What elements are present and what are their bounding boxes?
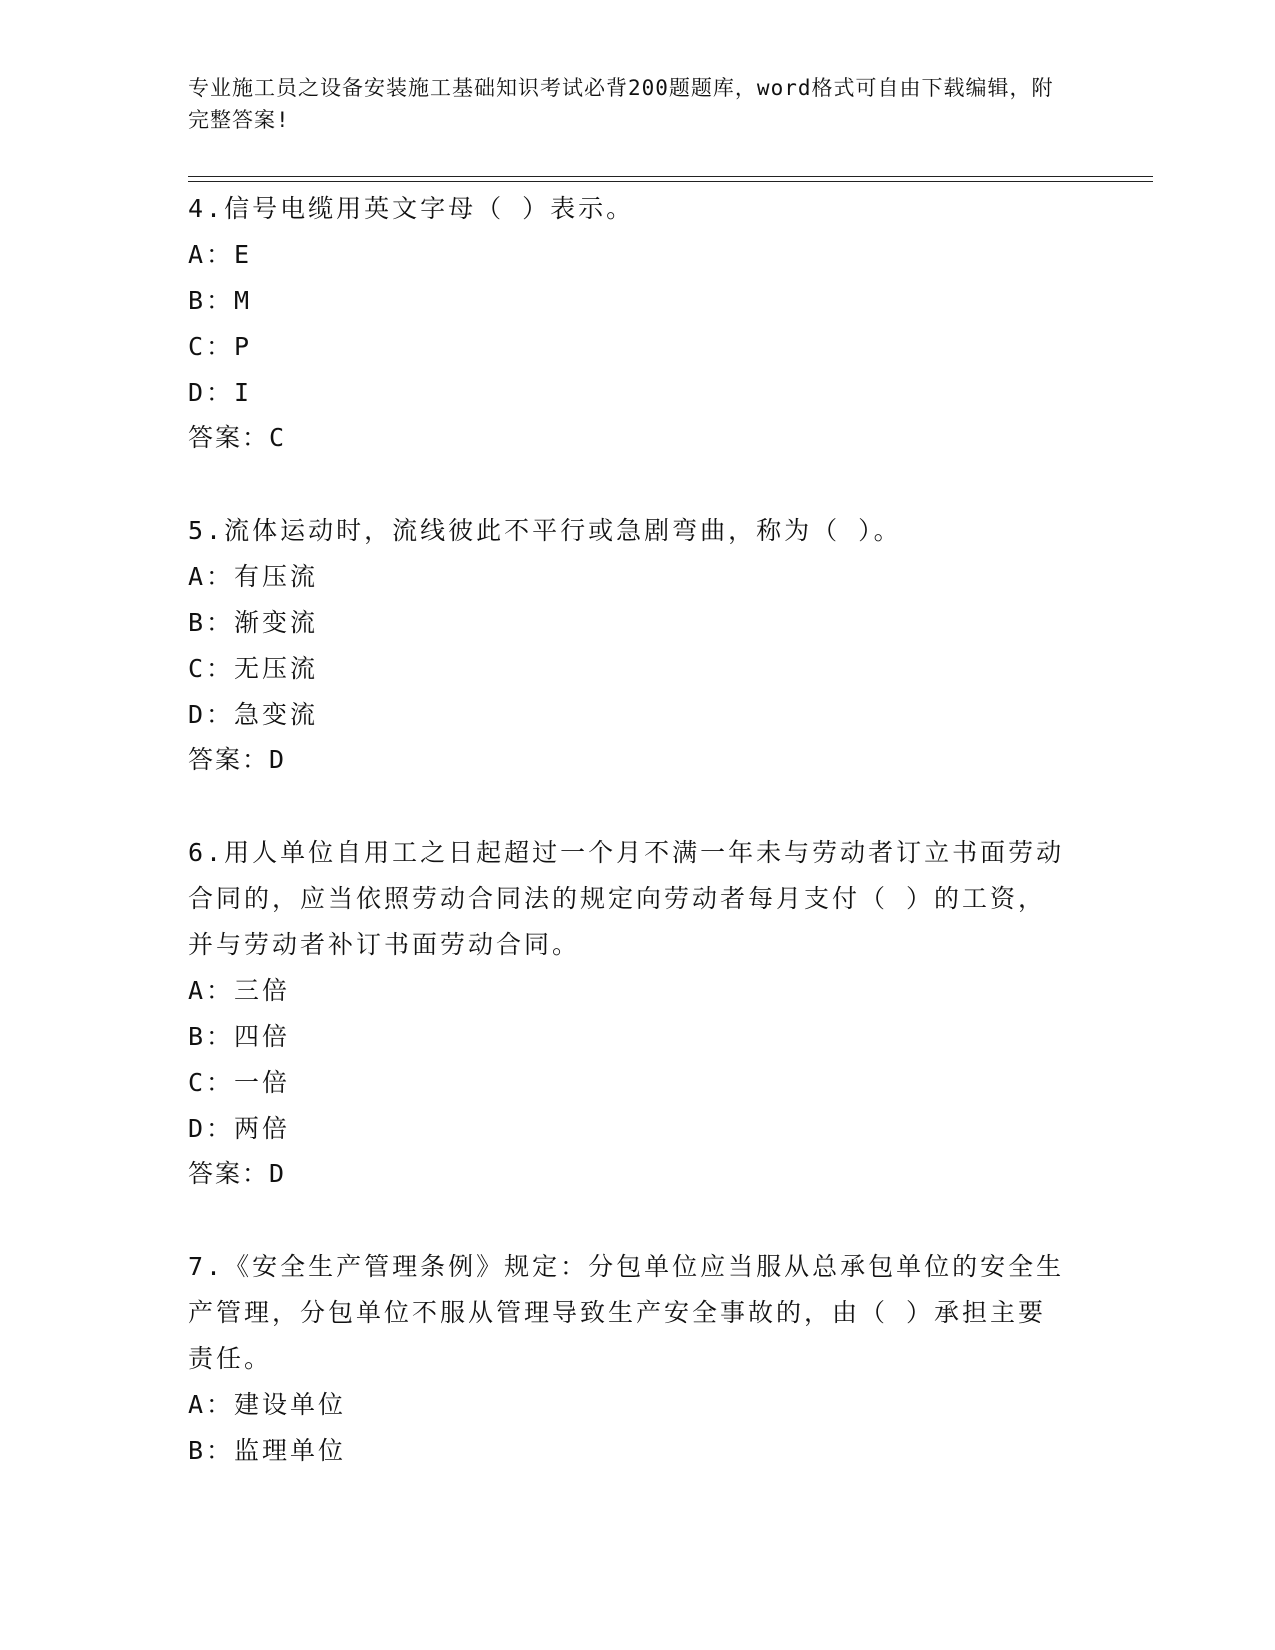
question-stem: 5.流体运动时，流线彼此不平行或急剧弯曲，称为（ ）。 <box>188 516 902 545</box>
option-b: B：四倍 <box>188 1022 291 1051</box>
option-a: A：E <box>188 240 253 269</box>
question-stem: 7.《安全生产管理条例》规定：分包单位应当服从总承包单位的安全生产管理，分包单位不服从管理导致生产安全事故的，由（ ）承担主要责任。 <box>188 1252 1065 1373</box>
option-c: C：无压流 <box>188 654 319 683</box>
answer-line: 答案：D <box>188 1159 287 1188</box>
document-header: 专业施工员之设备安装施工基础知识考试必背200题题库，word格式可自由下载编辑，附完整答案! <box>188 76 1054 132</box>
option-a: A：建设单位 <box>188 1390 347 1419</box>
option-b: B：监理单位 <box>188 1436 347 1465</box>
option-b: B：渐变流 <box>188 608 319 637</box>
option-b: B：M <box>188 286 253 315</box>
question-stem: 4.信号电缆用英文字母（ ）表示。 <box>188 194 635 223</box>
question-4 <box>188 186 1068 460</box>
question-list <box>188 186 1068 1522</box>
question-7 <box>188 1244 1068 1474</box>
option-d: D：I <box>188 378 253 407</box>
option-c: C：P <box>188 332 253 361</box>
option-d: D：急变流 <box>188 700 319 729</box>
answer-line: 答案：D <box>188 745 287 774</box>
option-a: A：三倍 <box>188 976 291 1005</box>
option-c: C：一倍 <box>188 1068 291 1097</box>
answer-line: 答案：C <box>188 423 287 452</box>
option-a: A：有压流 <box>188 562 319 591</box>
header-rule-top <box>188 176 1153 177</box>
question-6 <box>188 830 1068 1196</box>
question-stem: 6.用人单位自用工之日起超过一个月不满一年未与劳动者订立书面劳动合同的，应当依照劳动合同法的规定向劳动者每月支付（ ）的工资，并与劳动者补订书面劳动合同。 <box>188 838 1065 959</box>
question-5 <box>188 508 1068 782</box>
option-d: D：两倍 <box>188 1114 291 1143</box>
header-rule-bottom <box>188 181 1153 182</box>
